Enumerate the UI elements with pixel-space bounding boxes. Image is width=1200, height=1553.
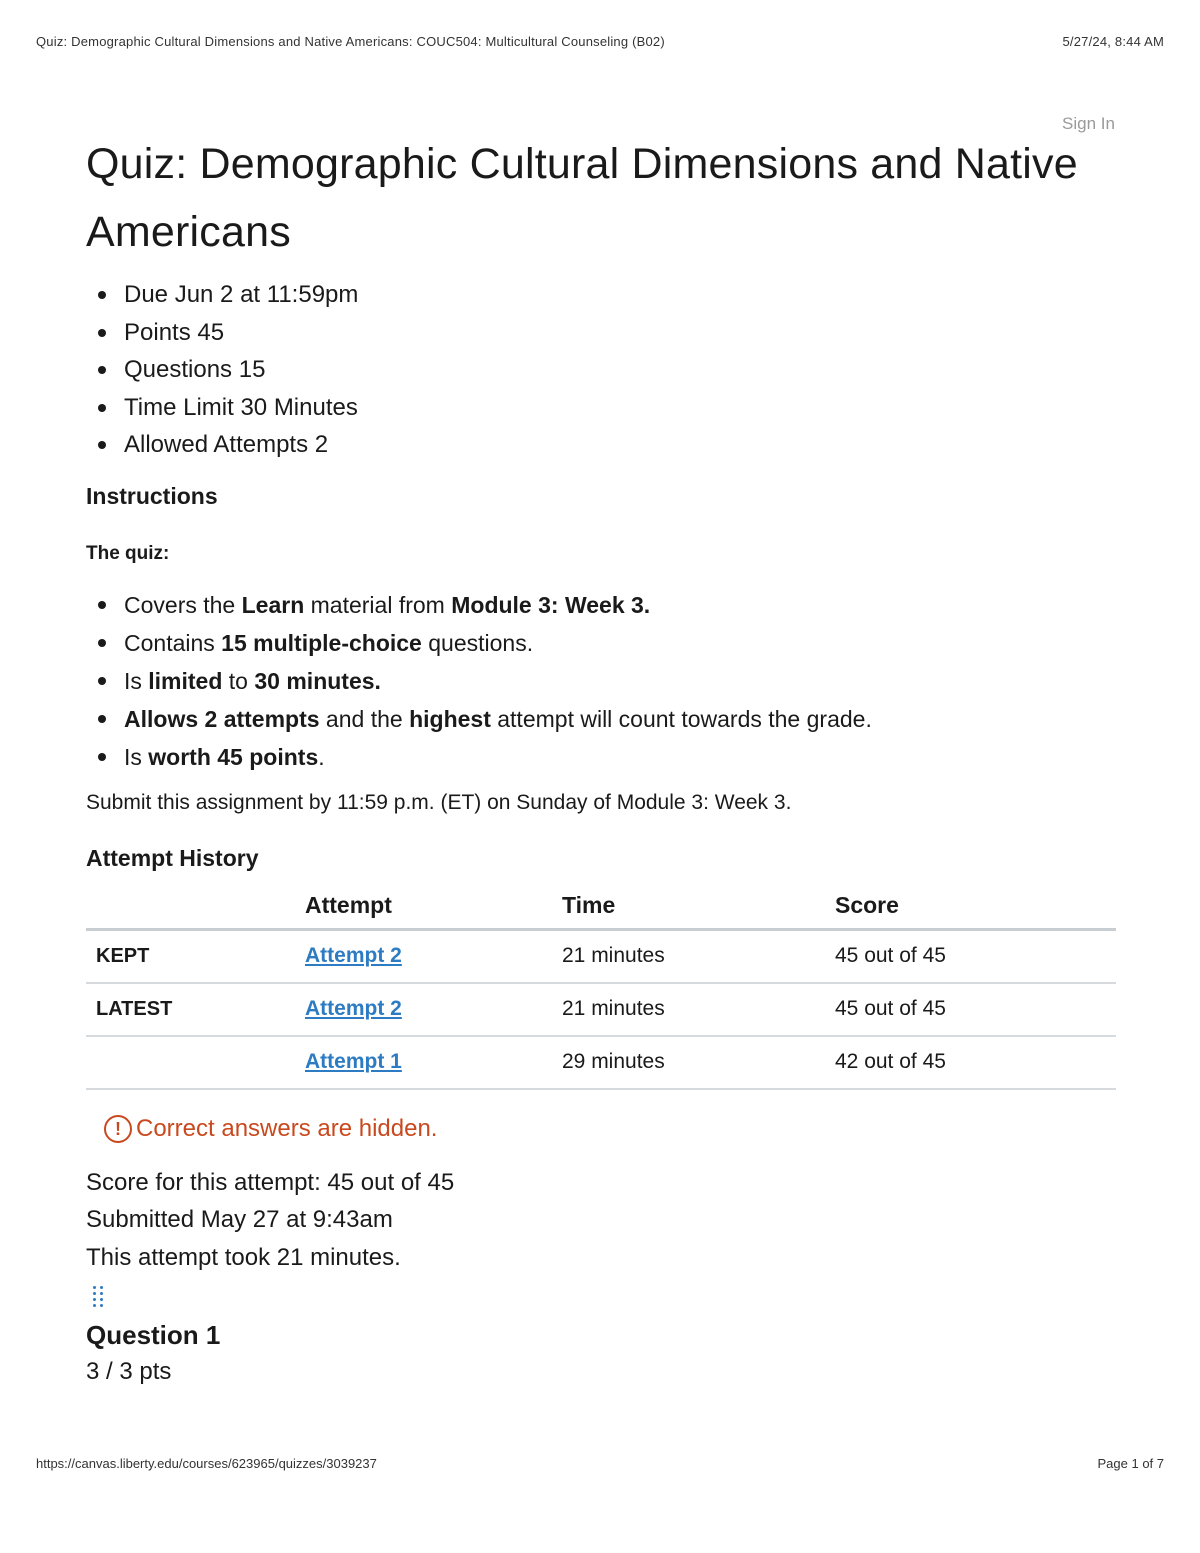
row-label: KEPT xyxy=(86,930,305,983)
table-row xyxy=(86,930,1116,983)
page-title: Quiz: Demographic Cultural Dimensions and Native Americans xyxy=(86,140,1078,256)
attempt-submitted: Submitted May 27 at 9:43am xyxy=(86,1206,393,1233)
submit-note: Submit this assignment by 11:59 p.m. (ET) on Sunday of Module 3: Week 3. xyxy=(86,790,792,814)
print-footer xyxy=(36,1456,1164,1474)
row-time: 21 minutes xyxy=(562,983,835,1036)
sign-in-link[interactable]: Sign In xyxy=(1062,114,1115,133)
question-title: Question 1 xyxy=(86,1320,221,1350)
row-label: LATEST xyxy=(86,983,305,1036)
print-footer-page: Page 1 of 7 xyxy=(1097,1456,1164,1471)
row-label xyxy=(86,1036,305,1089)
column-header-time: Time xyxy=(562,884,835,930)
print-header-datetime: 5/27/24, 8:44 AM xyxy=(1062,34,1164,49)
warning-circle-icon: ! xyxy=(104,1115,132,1143)
attempt-link[interactable]: Attempt 2 xyxy=(305,944,402,968)
table-header-row xyxy=(86,884,1116,930)
instructions-rule-item: Is worth 45 points. xyxy=(86,738,1116,776)
row-score: 45 out of 45 xyxy=(835,983,1116,1036)
row-score: 42 out of 45 xyxy=(835,1036,1116,1089)
attempt-score: Score for this attempt: 45 out of 45 xyxy=(86,1168,455,1196)
drag-handle-icon[interactable] xyxy=(92,1284,106,1312)
instructions-lead: The quiz: xyxy=(86,542,170,564)
attempt-history-heading: Attempt History xyxy=(86,844,259,871)
table-row xyxy=(86,1036,1116,1089)
quiz-meta-points: Points 45 xyxy=(86,314,1116,352)
column-header-attempt: Attempt xyxy=(305,884,562,930)
quiz-meta-questions: Questions 15 xyxy=(86,351,1116,389)
print-header-title: Quiz: Demographic Cultural Dimensions and Native Americans: COUC504: Multicultural Counseling (B02) xyxy=(36,34,665,49)
question-points: 3 / 3 pts xyxy=(86,1358,172,1385)
attempt-summary xyxy=(86,1164,1116,1277)
print-header xyxy=(36,34,1164,52)
attempt-duration: This attempt took 21 minutes. xyxy=(86,1243,401,1271)
quiz-meta-due: Due Jun 2 at 11:59pm xyxy=(86,276,1116,314)
row-time: 29 minutes xyxy=(562,1036,835,1089)
correct-answers-hidden-notice xyxy=(104,1112,1116,1146)
print-footer-url: https://canvas.liberty.edu/courses/623965/quizzes/3039237 xyxy=(36,1456,377,1471)
instructions-rule-item: Contains 15 multiple-choice questions. xyxy=(86,624,1116,662)
instructions-rule-item: Is limited to 30 minutes. xyxy=(86,662,1116,700)
quiz-meta-time-limit: Time Limit 30 Minutes xyxy=(86,389,1116,427)
column-header-score: Score xyxy=(835,884,1116,930)
instructions-rule-item: Allows 2 attempts and the highest attempt will count towards the grade. xyxy=(86,700,1116,738)
main-content xyxy=(86,130,1116,1390)
quiz-meta-list xyxy=(86,276,1116,464)
instructions-heading: Instructions xyxy=(86,482,218,509)
attempt-link[interactable]: Attempt 1 xyxy=(305,1050,402,1073)
attempt-link[interactable]: Attempt 2 xyxy=(305,997,402,1020)
table-row xyxy=(86,983,1116,1036)
row-score: 45 out of 45 xyxy=(835,930,1116,983)
instructions-rule-item: Covers the Learn material from Module 3: Week 3. xyxy=(86,586,1116,624)
attempt-history-table xyxy=(86,884,1116,1090)
instructions-rules-list xyxy=(86,586,1116,776)
quiz-meta-attempts: Allowed Attempts 2 xyxy=(86,426,1116,464)
row-time: 21 minutes xyxy=(562,930,835,983)
column-header-label xyxy=(86,884,305,930)
notice-text: Correct answers are hidden. xyxy=(136,1114,438,1142)
